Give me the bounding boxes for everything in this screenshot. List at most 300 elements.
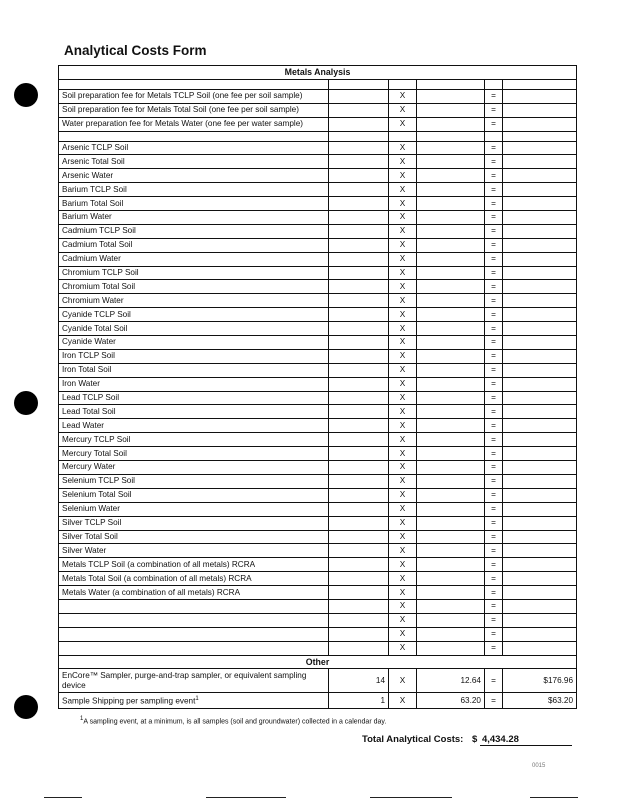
row-description: Chromium Total Soil xyxy=(59,280,329,294)
row-description: Iron Total Soil xyxy=(59,363,329,377)
total-cost-cell: $176.96 xyxy=(503,669,577,693)
unit-cost-cell xyxy=(417,211,485,225)
row-description: Water preparation fee for Metals Water (one fee per water sample) xyxy=(59,117,329,131)
unit-cost-cell xyxy=(417,530,485,544)
table-row xyxy=(59,627,577,641)
table-row xyxy=(59,599,577,613)
row-description: Metals TCLP Soil (a combination of all metals) RCRA xyxy=(59,558,329,572)
table-row xyxy=(59,169,577,183)
total-cost-cell xyxy=(503,363,577,377)
quantity-cell xyxy=(329,586,389,600)
row-description: Mercury TCLP Soil xyxy=(59,433,329,447)
row-description: Barium Total Soil xyxy=(59,197,329,211)
total-cost-cell xyxy=(503,266,577,280)
row-description: Cyanide TCLP Soil xyxy=(59,308,329,322)
unit-cost-cell xyxy=(417,349,485,363)
equals-sign: = xyxy=(485,419,503,433)
equals-sign: = xyxy=(485,117,503,131)
unit-cost-cell: 63.20 xyxy=(417,693,485,709)
row-description: Silver Water xyxy=(59,544,329,558)
spacer-cell xyxy=(389,79,417,89)
table-row xyxy=(59,461,577,475)
total-cost-cell xyxy=(503,641,577,655)
unit-cost-cell xyxy=(417,419,485,433)
total-cost-cell xyxy=(503,349,577,363)
quantity-cell xyxy=(329,322,389,336)
bottom-rule-2 xyxy=(206,797,286,798)
total-label: Total Analytical Costs: xyxy=(362,734,464,745)
row-description xyxy=(59,599,329,613)
times-sign: X xyxy=(389,419,417,433)
times-sign: X xyxy=(389,544,417,558)
times-sign: X xyxy=(389,211,417,225)
total-cost-cell xyxy=(503,391,577,405)
times-sign: X xyxy=(389,224,417,238)
equals-sign: = xyxy=(485,693,503,709)
times-sign: X xyxy=(389,558,417,572)
table-row xyxy=(59,558,577,572)
quantity-cell xyxy=(329,224,389,238)
row-description xyxy=(59,641,329,655)
table-row xyxy=(59,363,577,377)
equals-sign: = xyxy=(485,586,503,600)
spacer-cell xyxy=(417,79,485,89)
times-sign: X xyxy=(389,669,417,693)
table-row xyxy=(59,502,577,516)
total-cost-cell: $63.20 xyxy=(503,693,577,709)
quantity-cell: 1 xyxy=(329,693,389,709)
total-cost-cell xyxy=(503,599,577,613)
unit-cost-cell xyxy=(417,572,485,586)
times-sign: X xyxy=(389,530,417,544)
page-title: Analytical Costs Form xyxy=(64,43,207,58)
quantity-cell xyxy=(329,405,389,419)
equals-sign: = xyxy=(485,599,503,613)
equals-sign: = xyxy=(485,211,503,225)
unit-cost-cell xyxy=(417,89,485,103)
times-sign: X xyxy=(389,586,417,600)
table-row xyxy=(59,349,577,363)
quantity-cell xyxy=(329,516,389,530)
table-row xyxy=(59,516,577,530)
table-row xyxy=(59,474,577,488)
row-description: Silver Total Soil xyxy=(59,530,329,544)
times-sign: X xyxy=(389,183,417,197)
total-cost-cell xyxy=(503,502,577,516)
total-cost-cell xyxy=(503,308,577,322)
unit-cost-cell xyxy=(417,363,485,377)
total-value: 4,434.28 xyxy=(480,734,572,746)
times-sign: X xyxy=(389,693,417,709)
times-sign: X xyxy=(389,169,417,183)
table-row xyxy=(59,322,577,336)
total-cost-cell xyxy=(503,572,577,586)
total-cost-cell xyxy=(503,252,577,266)
total-cost-cell xyxy=(503,211,577,225)
unit-cost-cell xyxy=(417,294,485,308)
unit-cost-cell xyxy=(417,308,485,322)
total-cost-cell xyxy=(503,224,577,238)
row-description: Iron TCLP Soil xyxy=(59,349,329,363)
quantity-cell xyxy=(329,391,389,405)
unit-cost-cell xyxy=(417,169,485,183)
row-description: Lead TCLP Soil xyxy=(59,391,329,405)
total-cost-cell xyxy=(503,488,577,502)
metals-analysis-header: Metals Analysis xyxy=(59,66,577,80)
total-cost-cell xyxy=(503,419,577,433)
times-sign: X xyxy=(389,363,417,377)
table-body xyxy=(59,66,577,709)
table-row xyxy=(59,419,577,433)
quantity-cell xyxy=(329,433,389,447)
times-sign: X xyxy=(389,308,417,322)
row-description: Iron Water xyxy=(59,377,329,391)
spacer-cell xyxy=(389,131,417,141)
quantity-cell xyxy=(329,613,389,627)
total-currency: $ xyxy=(472,734,478,745)
quantity-cell xyxy=(329,117,389,131)
unit-cost-cell xyxy=(417,280,485,294)
footnote-ref: 1 xyxy=(195,696,199,703)
equals-sign: = xyxy=(485,530,503,544)
total-cost-cell xyxy=(503,141,577,155)
unit-cost-cell xyxy=(417,141,485,155)
quantity-cell xyxy=(329,280,389,294)
quantity-cell xyxy=(329,103,389,117)
times-sign: X xyxy=(389,294,417,308)
equals-sign: = xyxy=(485,516,503,530)
spacer-cell xyxy=(329,131,389,141)
table-row xyxy=(59,238,577,252)
total-cost-cell xyxy=(503,280,577,294)
times-sign: X xyxy=(389,280,417,294)
table-row xyxy=(59,224,577,238)
unit-cost-cell xyxy=(417,586,485,600)
quantity-cell: 14 xyxy=(329,669,389,693)
total-cost-cell xyxy=(503,461,577,475)
other-row xyxy=(59,655,577,669)
equals-sign: = xyxy=(485,294,503,308)
bottom-rule-1 xyxy=(44,797,82,798)
times-sign: X xyxy=(389,488,417,502)
equals-sign: = xyxy=(485,183,503,197)
row-description: Arsenic Water xyxy=(59,169,329,183)
row-description: Soil preparation fee for Metals TCLP Soil (one fee per soil sample) xyxy=(59,89,329,103)
times-sign: X xyxy=(389,377,417,391)
table-row xyxy=(59,544,577,558)
equals-sign: = xyxy=(485,474,503,488)
equals-sign: = xyxy=(485,169,503,183)
quantity-cell xyxy=(329,308,389,322)
table-row xyxy=(59,530,577,544)
times-sign: X xyxy=(389,599,417,613)
total-cost-cell xyxy=(503,169,577,183)
table-row xyxy=(59,294,577,308)
times-sign: X xyxy=(389,641,417,655)
times-sign: X xyxy=(389,336,417,350)
footnote-text: A sampling event, at a minimum, is all samples (soil and groundwater) collected in a calendar day. xyxy=(83,718,387,726)
row-description: Soil preparation fee for Metals Total Soil (one fee per soil sample) xyxy=(59,103,329,117)
unit-cost-cell xyxy=(417,197,485,211)
unit-cost-cell xyxy=(417,224,485,238)
row-description: Barium TCLP Soil xyxy=(59,183,329,197)
table-row xyxy=(59,141,577,155)
total-cost-cell xyxy=(503,474,577,488)
equals-sign: = xyxy=(485,572,503,586)
equals-sign: = xyxy=(485,627,503,641)
bottom-rule-4 xyxy=(530,797,578,798)
unit-cost-cell xyxy=(417,627,485,641)
unit-cost-cell xyxy=(417,391,485,405)
equals-sign: = xyxy=(485,280,503,294)
quantity-cell xyxy=(329,238,389,252)
times-sign: X xyxy=(389,433,417,447)
unit-cost-cell xyxy=(417,433,485,447)
unit-cost-cell xyxy=(417,183,485,197)
times-sign: X xyxy=(389,141,417,155)
times-sign: X xyxy=(389,391,417,405)
total-cost-cell xyxy=(503,377,577,391)
equals-sign: = xyxy=(485,197,503,211)
spacer-cell xyxy=(417,131,485,141)
spacer-cell xyxy=(329,79,389,89)
total-cost-cell xyxy=(503,586,577,600)
table-row xyxy=(59,447,577,461)
other-header: Other xyxy=(59,655,577,669)
spacer-cell xyxy=(503,131,577,141)
times-sign: X xyxy=(389,349,417,363)
binder-hole-middle xyxy=(14,391,38,415)
row-description: Selenium Total Soil xyxy=(59,488,329,502)
row-description: Arsenic Total Soil xyxy=(59,155,329,169)
unit-cost-cell xyxy=(417,599,485,613)
times-sign: X xyxy=(389,266,417,280)
quantity-cell xyxy=(329,155,389,169)
table-row xyxy=(59,155,577,169)
unit-cost-cell xyxy=(417,461,485,475)
times-sign: X xyxy=(389,252,417,266)
footnote xyxy=(80,716,386,725)
quantity-cell xyxy=(329,349,389,363)
times-sign: X xyxy=(389,155,417,169)
table-row xyxy=(59,391,577,405)
equals-sign: = xyxy=(485,377,503,391)
row-description: Chromium Water xyxy=(59,294,329,308)
total-cost-cell xyxy=(503,197,577,211)
row-description: Barium Water xyxy=(59,211,329,225)
metals-analysis-row xyxy=(59,66,577,80)
page-stamp: 0015 xyxy=(532,763,546,769)
equals-sign: = xyxy=(485,502,503,516)
row-description: Cadmium Total Soil xyxy=(59,238,329,252)
unit-cost-cell xyxy=(417,558,485,572)
quantity-cell xyxy=(329,363,389,377)
row-description: Silver TCLP Soil xyxy=(59,516,329,530)
total-cost-cell xyxy=(503,405,577,419)
binder-hole-bottom xyxy=(14,695,38,719)
row-description: Arsenic TCLP Soil xyxy=(59,141,329,155)
quantity-cell xyxy=(329,197,389,211)
table-row xyxy=(59,641,577,655)
quantity-cell xyxy=(329,183,389,197)
row-description: Chromium TCLP Soil xyxy=(59,266,329,280)
total-cost-cell xyxy=(503,558,577,572)
table-row xyxy=(59,89,577,103)
spacer-row xyxy=(59,79,577,89)
table-row xyxy=(59,572,577,586)
quantity-cell xyxy=(329,266,389,280)
unit-cost-cell xyxy=(417,502,485,516)
quantity-cell xyxy=(329,252,389,266)
table-row xyxy=(59,211,577,225)
times-sign: X xyxy=(389,197,417,211)
equals-sign: = xyxy=(485,613,503,627)
total-cost-cell xyxy=(503,117,577,131)
quantity-cell xyxy=(329,336,389,350)
footnote-mark: 1 xyxy=(80,716,84,722)
unit-cost-cell xyxy=(417,238,485,252)
unit-cost-cell xyxy=(417,322,485,336)
quantity-cell xyxy=(329,599,389,613)
row-description: Mercury Total Soil xyxy=(59,447,329,461)
quantity-cell xyxy=(329,211,389,225)
table-row xyxy=(59,377,577,391)
unit-cost-cell xyxy=(417,252,485,266)
table-row xyxy=(59,693,577,709)
row-description: Metals Total Soil (a combination of all metals) RCRA xyxy=(59,572,329,586)
quantity-cell xyxy=(329,447,389,461)
row-description: Cyanide Water xyxy=(59,336,329,350)
equals-sign: = xyxy=(485,89,503,103)
quantity-cell xyxy=(329,89,389,103)
unit-cost-cell xyxy=(417,117,485,131)
total-cost-cell xyxy=(503,336,577,350)
equals-sign: = xyxy=(485,224,503,238)
table-row xyxy=(59,488,577,502)
equals-sign: = xyxy=(485,141,503,155)
row-description xyxy=(59,627,329,641)
quantity-cell xyxy=(329,169,389,183)
total-cost-cell xyxy=(503,103,577,117)
quantity-cell xyxy=(329,474,389,488)
unit-cost-cell xyxy=(417,266,485,280)
unit-cost-cell xyxy=(417,474,485,488)
row-description: Cadmium TCLP Soil xyxy=(59,224,329,238)
equals-sign: = xyxy=(485,641,503,655)
times-sign: X xyxy=(389,238,417,252)
unit-cost-cell xyxy=(417,447,485,461)
table-row xyxy=(59,252,577,266)
row-description: Lead Total Soil xyxy=(59,405,329,419)
unit-cost-cell xyxy=(417,613,485,627)
total-cost-cell xyxy=(503,627,577,641)
times-sign: X xyxy=(389,322,417,336)
unit-cost-cell xyxy=(417,405,485,419)
quantity-cell xyxy=(329,544,389,558)
unit-cost-cell xyxy=(417,544,485,558)
equals-sign: = xyxy=(485,461,503,475)
total-cost-cell xyxy=(503,447,577,461)
equals-sign: = xyxy=(485,488,503,502)
times-sign: X xyxy=(389,447,417,461)
total-analytical-costs xyxy=(362,734,572,746)
total-cost-cell xyxy=(503,183,577,197)
equals-sign: = xyxy=(485,336,503,350)
table-row xyxy=(59,613,577,627)
table-row xyxy=(59,117,577,131)
equals-sign: = xyxy=(485,308,503,322)
table-row xyxy=(59,266,577,280)
quantity-cell xyxy=(329,530,389,544)
row-description xyxy=(59,613,329,627)
unit-cost-cell xyxy=(417,103,485,117)
quantity-cell xyxy=(329,572,389,586)
row-description: Mercury Water xyxy=(59,461,329,475)
quantity-cell xyxy=(329,502,389,516)
table-row xyxy=(59,280,577,294)
quantity-cell xyxy=(329,141,389,155)
total-cost-cell xyxy=(503,530,577,544)
equals-sign: = xyxy=(485,363,503,377)
unit-cost-cell: 12.64 xyxy=(417,669,485,693)
total-cost-cell xyxy=(503,613,577,627)
row-description: EnCore™ Sampler, purge-and-trap sampler, or equivalent sampling device xyxy=(59,669,329,693)
unit-cost-cell xyxy=(417,641,485,655)
row-description: Cyanide Total Soil xyxy=(59,322,329,336)
total-cost-cell xyxy=(503,322,577,336)
times-sign: X xyxy=(389,89,417,103)
times-sign: X xyxy=(389,502,417,516)
analytical-costs-table xyxy=(58,65,577,709)
row-description: Metals Water (a combination of all metals) RCRA xyxy=(59,586,329,600)
equals-sign: = xyxy=(485,391,503,405)
equals-sign: = xyxy=(485,544,503,558)
row-description: Cadmium Water xyxy=(59,252,329,266)
total-cost-cell xyxy=(503,294,577,308)
row-description: Selenium TCLP Soil xyxy=(59,474,329,488)
times-sign: X xyxy=(389,474,417,488)
table-row xyxy=(59,183,577,197)
table-row xyxy=(59,586,577,600)
row-description: Lead Water xyxy=(59,419,329,433)
spacer-cell xyxy=(485,79,503,89)
quantity-cell xyxy=(329,419,389,433)
equals-sign: = xyxy=(485,252,503,266)
table-row xyxy=(59,103,577,117)
times-sign: X xyxy=(389,572,417,586)
total-cost-cell xyxy=(503,89,577,103)
table-row xyxy=(59,308,577,322)
equals-sign: = xyxy=(485,558,503,572)
times-sign: X xyxy=(389,627,417,641)
spacer-cell xyxy=(59,79,329,89)
unit-cost-cell xyxy=(417,488,485,502)
quantity-cell xyxy=(329,627,389,641)
times-sign: X xyxy=(389,103,417,117)
equals-sign: = xyxy=(485,155,503,169)
equals-sign: = xyxy=(485,266,503,280)
quantity-cell xyxy=(329,377,389,391)
spacer-cell xyxy=(503,79,577,89)
equals-sign: = xyxy=(485,405,503,419)
equals-sign: = xyxy=(485,103,503,117)
times-sign: X xyxy=(389,613,417,627)
unit-cost-cell xyxy=(417,377,485,391)
times-sign: X xyxy=(389,117,417,131)
table-row xyxy=(59,336,577,350)
equals-sign: = xyxy=(485,322,503,336)
quantity-cell xyxy=(329,294,389,308)
